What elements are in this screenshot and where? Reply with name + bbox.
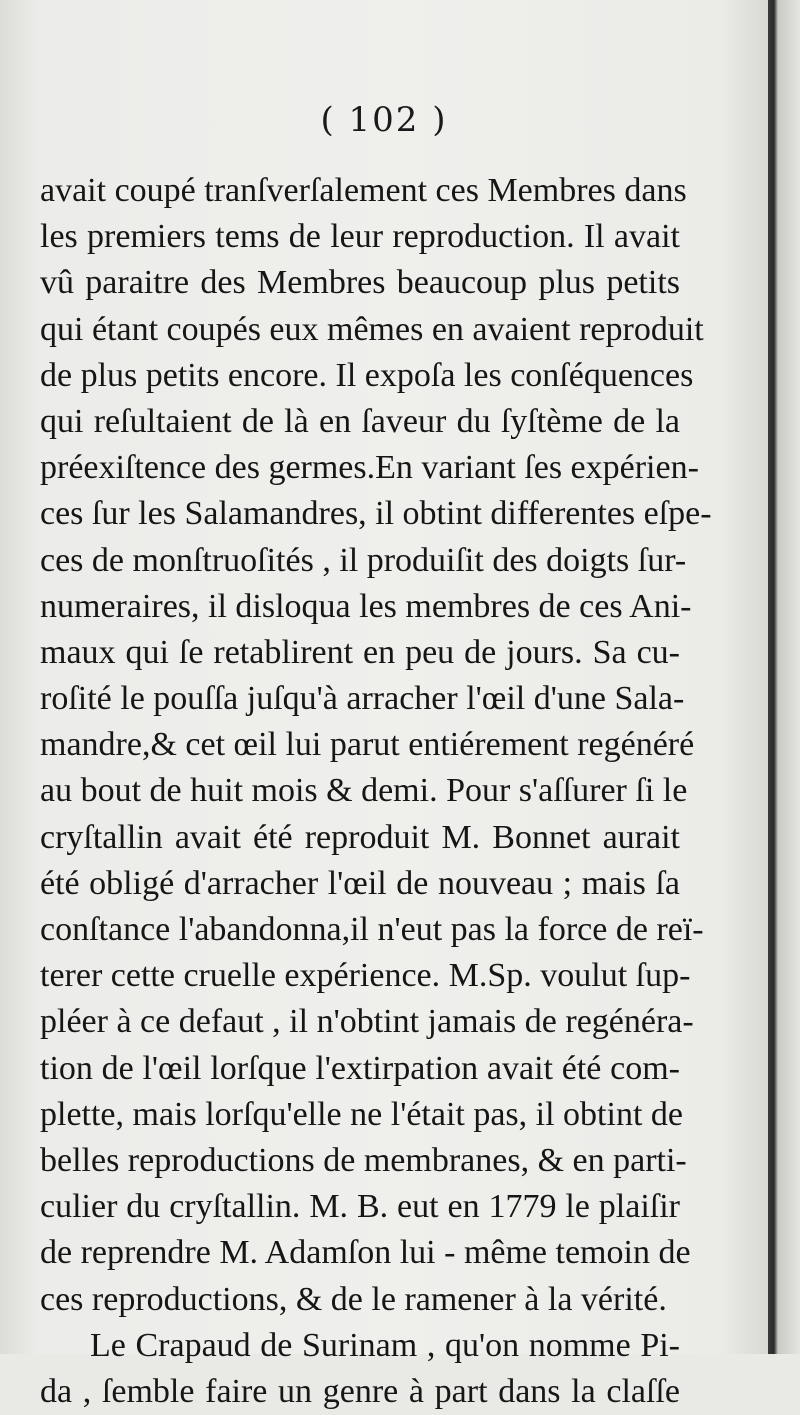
text-line-23: culier du cryſtallin. M. B. eut en 1779 le plaiſir: [40, 1188, 680, 1226]
text-line-1: avait coupé tranſverſalement ces Membres dans: [40, 172, 687, 209]
text-line-21: plette, mais lorſqu'elle ne l'était pas, il obtint de: [40, 1095, 683, 1133]
text-line-12: roſité le pouſſa juſqu'à arracher l'œil d'une Sala-: [40, 680, 685, 718]
text-line-19: pléer à ce defaut , il n'obtint jamais de regénéra-: [40, 1003, 694, 1041]
text-line-18: terer cette cruelle expérience. M.Sp. voulut ſup-: [40, 957, 691, 995]
page-number: ( 102 ): [320, 100, 448, 140]
text-line-11: maux qui ſe retablirent en peu de jours. Sa cu-: [40, 633, 680, 671]
text-line-22: belles reproductions de membranes, & en parti-: [40, 1141, 687, 1179]
text-line-26: Le Crapaud de Surinam , qu'on nomme Pi-: [90, 1326, 680, 1364]
text-line-17: conſtance l'abandonna,il n'eut pas la force de reï-: [40, 911, 704, 948]
text-line-20: tion de l'œil lorſque l'extirpation avait été com-: [40, 1049, 680, 1087]
text-line-24: de reprendre M. Adamſon lui - même temoin de: [40, 1234, 691, 1272]
text-line-9: ces de monſtruoſités , il produiſit des doigts ſur-: [40, 541, 687, 579]
text-line-10: numeraires, il disloqua les membres de ces Ani-: [40, 587, 692, 625]
text-line-6: qui reſultaient de là en ſaveur du ſyſtème de la: [40, 402, 680, 440]
text-line-5: de plus petits encore. Il expoſa les conſéquences: [40, 356, 694, 394]
text-line-13: mandre,& cet œil lui parut entiérement regénéré: [40, 726, 695, 764]
text-line-4: qui étant coupés eux mêmes en avaient reproduit: [40, 310, 704, 348]
text-line-15: cryſtallin avait été reproduit M. Bonnet aurait: [40, 818, 680, 856]
book-page-edge: [768, 0, 800, 1354]
text-line-8: ces ſur les Salamandres, il obtint differentes eſpe-: [40, 495, 712, 533]
text-line-14: au bout de huit mois & demi. Pour s'aſſurer ſi le: [40, 772, 688, 810]
text-line-3: vû paraitre des Membres beaucoup plus petits: [40, 264, 680, 302]
text-line-27: da , ſemble faire un genre à part dans la claſſe: [40, 1372, 680, 1410]
text-line-16: été obligé d'arracher l'œil de nouveau ; mais ſa: [40, 864, 680, 902]
text-line-7: préexiſtence des germes.En variant ſes expérien-: [40, 449, 699, 487]
text-line-2: les premiers tems de leur reproduction. Il avait: [40, 218, 680, 256]
text-line-25: ces reproductions, & de le ramener à la vérité.: [40, 1280, 667, 1318]
body-text: [40, 168, 712, 1415]
